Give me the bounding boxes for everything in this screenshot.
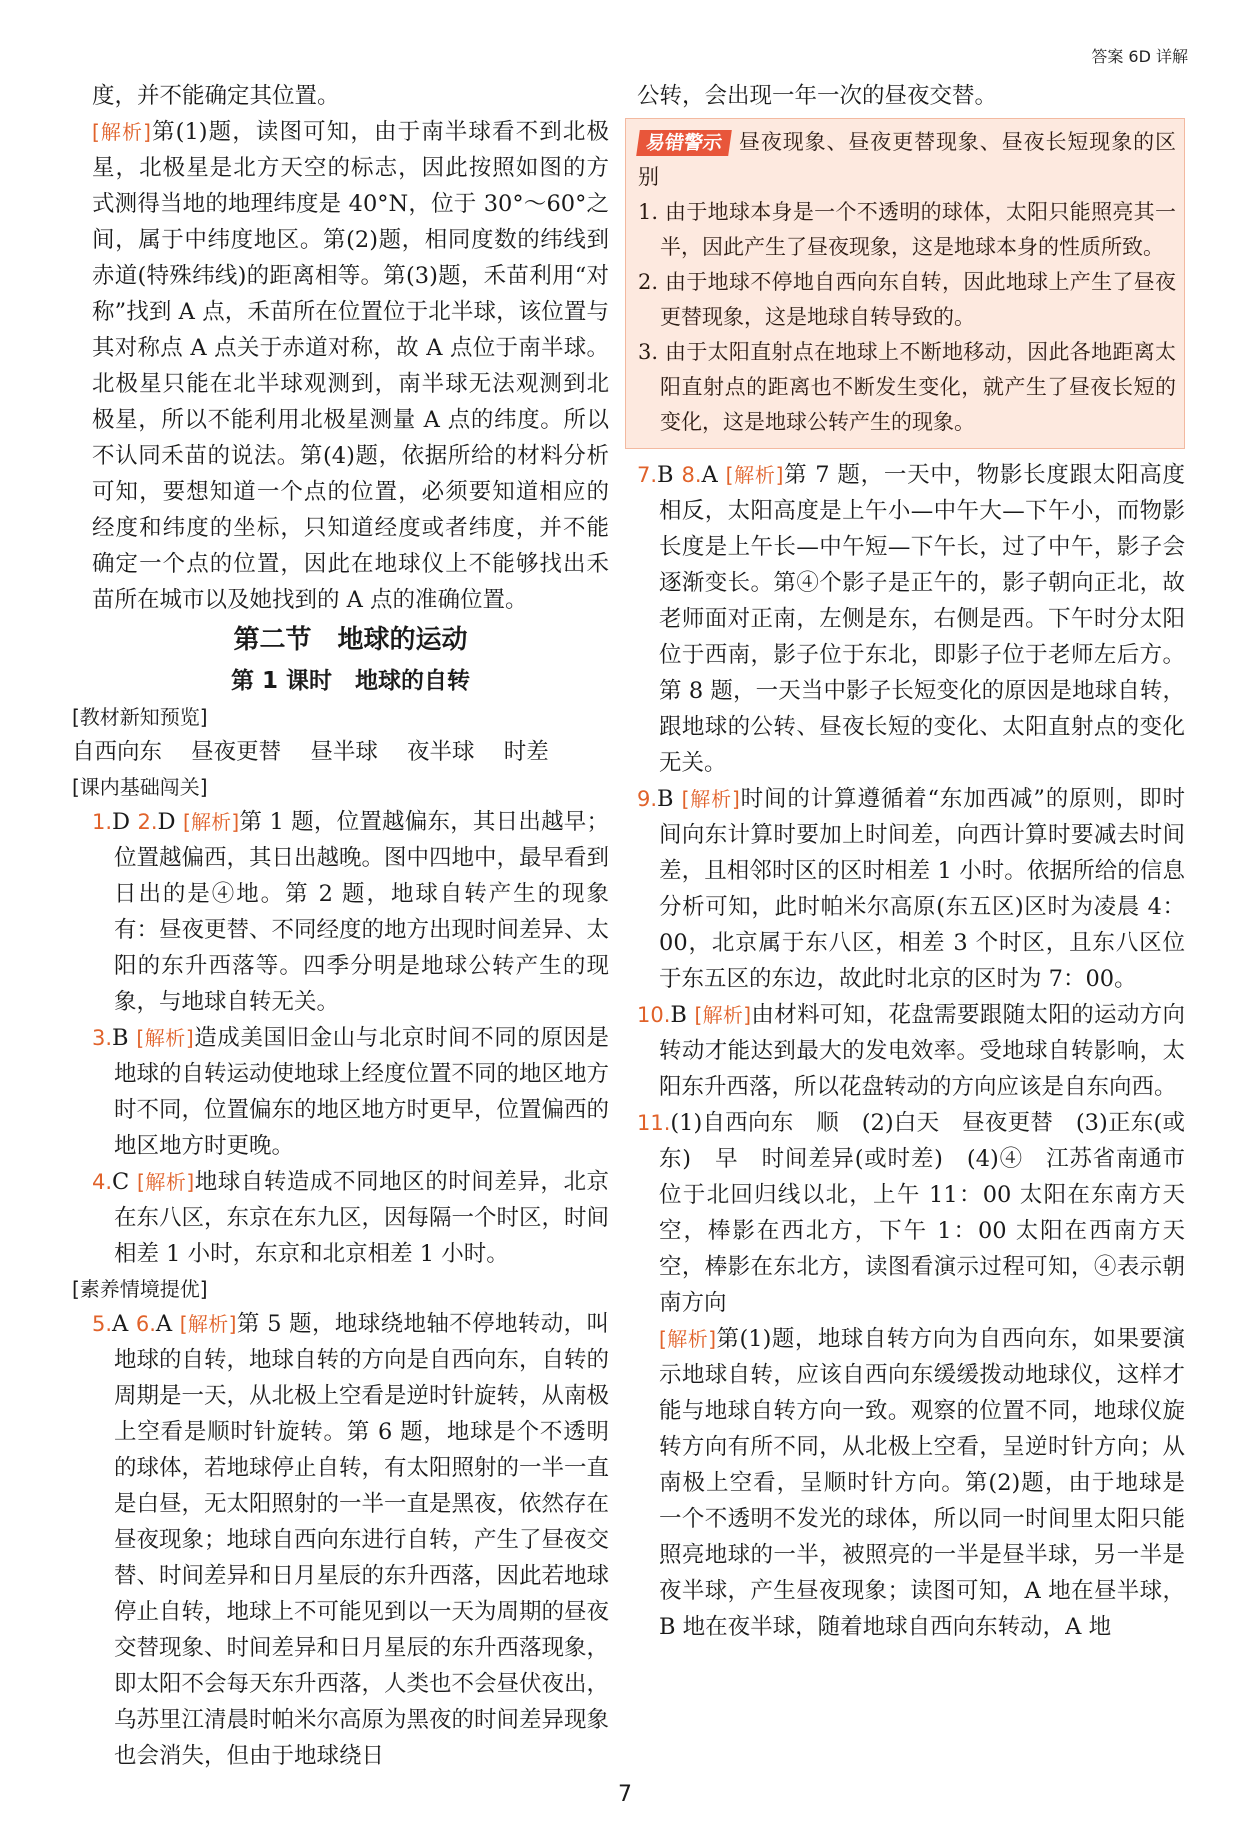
text: 由材料可知，花盘需要跟随太阳的运动方向转动才能达到最大的发电效率。受地球自转影响，太阳东升西落，所以花盘转动的方向应该是自东向西。: [659, 1002, 1185, 1100]
analysis-tag: [解析]: [694, 1003, 752, 1027]
answer-item: [92, 1020, 609, 1164]
alert-item: 3. 由于太阳直射点在地球上不断地移动，因此各地距离太阳直射点的距离也不断发生变化，就产生了昼夜长短的变化，这是地球公转产生的现象。: [638, 340, 1176, 434]
key-terms: [72, 734, 609, 770]
section-title: 第二节 地球的运动: [233, 625, 468, 655]
question-number: 1.: [92, 810, 113, 834]
question-number: 8.: [681, 463, 702, 487]
right-column: [637, 78, 1185, 1645]
alert-heading: [638, 125, 1176, 195]
alert-item: 2. 由于地球不停地自西向东自转，因此地球上产生了昼夜更替现象，这是地球自转导致的。: [638, 270, 1176, 329]
answer-item: [92, 1164, 609, 1272]
text: 造成美国旧金山与北京时间不同的原因是地球的自转运动使地球上经度位置不同的地区地方时不同，位置偏东的地区地方时更早，位置偏西的地区地方时更晚。: [114, 1025, 610, 1159]
alert-badge: 易错警示: [636, 130, 732, 156]
page-header: 答案 6D 详解: [1091, 47, 1188, 66]
question-number: 6.: [135, 1312, 156, 1336]
paragraph: [637, 1321, 1185, 1645]
lesson-title: 第 1 课时 地球的自转: [230, 668, 471, 694]
paragraph: [637, 78, 1185, 114]
subsection-heading: [素养情境提优]: [72, 1277, 208, 1301]
text: 时间的计算遵循着“东加西减”的原则，即时间向东计算时要加上时间差，向西计算时要减去时间差，且相邻时区的区时相差 1 小时。依据所给的信息分析可知，此时帕米尔高原(东五区)区时为凌晨 4：00，北京属于东八区，相差 3 个时区，且东八区位于东五区的东边，故此时北京的区时为 7：00。: [659, 786, 1185, 992]
answer-item: [637, 1105, 1185, 1321]
question-number: 9.: [637, 787, 658, 811]
answer: B: [657, 786, 674, 812]
text: 第(1)题，读图可知，由于南半球看不到北极星，北极星是北方天空的标志，因此按照如图的方式测得当地的地理纬度是 40°N，位于 30°～60°之间，属于中纬度地区。第(2)题，相同度数的纬线到赤道(特殊纬线)的距离相等。第(3)题，禾苗利用“对称”找到 A 点，禾苗所在位置位于北半球，该位置与其对称点 A 点关于赤道对称，故 A 点位于南半球。北极星只能在北半球观测到，南半球无法观测到北极星，所以不能利用北极星测量 A 点的纬度。所以不认同禾苗的说法。第(4)题，依据所给的材料分析可知，要想知道一个点的位置，必须要知道相应的经度和纬度的坐标，只知道经度或者纬度，并不能确定一个点的位置，因此在地球仪上不能够找出禾苗所在城市以及她找到的 A 点的准确位置。: [92, 119, 609, 613]
answer: A: [155, 1311, 173, 1337]
answer: B: [657, 462, 674, 488]
text: 地球自转造成不同地区的时间差异，北京在东八区，东京在东九区，因每隔一个时区，时间相差 1 小时，东京和北京相差 1 小时。: [114, 1169, 610, 1267]
text: 公转，会出现一年一次的昼夜交替。: [637, 83, 998, 109]
answer: B: [112, 1025, 129, 1051]
text: 第 7 题，一天中，物影长度跟太阳高度相反，太阳高度是上午小—中午大—下午小，而物影长度是上午长—中午短—下午长，过了中午，影子会逐渐变长。第④个影子是正午的，影子朝向正北，故老师面对正南，左侧是东，右侧是西。下午时分太阳位于西南，影子位于东北，即影子位于老师左后方。第 8 题，一天当中影子长短变化的原因是地球自转，跟地球的公转、昼夜长短的变化、太阳直射点的变化无关。: [659, 462, 1186, 776]
answer-item: [637, 781, 1185, 997]
text: 第 5 题，地球绕地轴不停地转动，叫地球的自转，地球自转的方向是自西向东，自转的周期是一天，从北极上空看是逆时针旋转，从南极上空看是顺时针旋转。第 6 题，地球是个不透明的球体，若地球停止自转，有太阳照射的一半一直是白昼，无太阳照射的一半一直是黑夜，依然存在昼夜现象；地球自西向东进行自转，产生了昼夜交替、时间差异和日月星辰的东升西落，因此若地球停止自转，地球上不可能见到以一天为周期的昼夜交替现象、时间差异和日月星辰的东升西落现象，即太阳不会每天东升西落，人类也不会昼伏夜出，乌苏里江清晨时帕米尔高原为黑夜的时间差异现象也会消失，但由于地球绕日: [114, 1311, 610, 1769]
term: 自西向东: [72, 739, 163, 765]
analysis-tag: [解析]: [92, 120, 151, 144]
answer: D: [157, 809, 176, 835]
alert-item: 1. 由于地球本身是一个不透明的球体，太阳只能照亮其一半，因此产生了昼夜现象，这是地球本身的性质所致。: [638, 200, 1176, 259]
term: 昼半球: [310, 739, 378, 765]
analysis-tag: [解析]: [659, 1327, 717, 1351]
question-number: 4.: [92, 1170, 113, 1194]
question-number: 5.: [92, 1312, 113, 1336]
question-number: 11.: [637, 1111, 671, 1135]
term: 夜半球: [407, 739, 475, 765]
question-number: 2.: [137, 810, 158, 834]
paragraph: [92, 78, 609, 114]
answer: D: [112, 809, 131, 835]
answer-item: [92, 1306, 609, 1774]
subsection-heading: [课内基础闯关]: [72, 775, 208, 799]
analysis-tag: [解析]: [725, 463, 784, 487]
paragraph: [92, 114, 609, 618]
analysis-tag: [解析]: [136, 1170, 195, 1194]
answer-item: [637, 457, 1185, 781]
subsection-heading: [教材新知预览]: [72, 705, 208, 729]
question-number: 7.: [637, 463, 658, 487]
question-number: 10.: [637, 1003, 671, 1027]
answer: B: [670, 1002, 687, 1028]
page-number: 7: [618, 1782, 632, 1807]
answer-item: [92, 804, 609, 1020]
analysis-tag: [解析]: [179, 1312, 237, 1336]
answer: A: [112, 1311, 129, 1337]
alert-title: 昼夜现象、昼夜更替现象、昼夜长短现象的区别: [638, 130, 1176, 189]
left-column: [72, 78, 610, 1774]
term: 时差: [503, 739, 549, 765]
text: 第(1)题，地球自转方向为自西向东，如果要演示地球自转，应该自西向东缓缓拨动地球仪，这样才能与地球自转方向一致。观察的位置不同，地球仪旋转方向有所不同，从北极上空看，呈逆时针方向；从南极上空看，呈顺时针方向。第(2)题，由于地球是一个不透明不发光的球体，所以同一时间里太阳只能照亮地球的一半，被照亮的一半是昼半球，另一半是夜半球，产生昼夜现象；读图可知，A 地在昼半球，B 地在夜半球，随着地球自西向东转动，A 地: [659, 1326, 1185, 1640]
analysis-tag: [解析]: [182, 810, 240, 834]
analysis-tag: [解析]: [681, 787, 740, 811]
answer: C: [112, 1169, 130, 1195]
common-mistake-box: [625, 118, 1185, 449]
text: 度，并不能确定其位置。: [92, 83, 340, 109]
answer: A: [701, 462, 718, 488]
text: 第 1 题，位置越偏东，其日出越早；位置越偏西，其日出越晚。图中四地中，最早看到日出的是④地。第 2 题，地球自转产生的现象有：昼夜更替、不同经度的地方出现时间差异、太阳的东升西落等。四季分明是地球公转产生的现象，与地球自转无关。: [114, 809, 610, 1015]
answer-item: [637, 997, 1185, 1105]
analysis-tag: [解析]: [136, 1026, 194, 1050]
term: 昼夜更替: [191, 739, 282, 765]
text: (1)自西向东 顺 (2)白天 昼夜更替 (3)正东(或东) 早 时间差异(或时差) (4)④ 江苏省南通市位于北回归线以北，上午 11：00 太阳在东南方天空，棒影在西北方，下午 1：00 太阳在西南方天空，棒影在东北方，读图看演示过程可知，④表示朝南方向: [659, 1110, 1185, 1316]
question-number: 3.: [92, 1026, 113, 1050]
